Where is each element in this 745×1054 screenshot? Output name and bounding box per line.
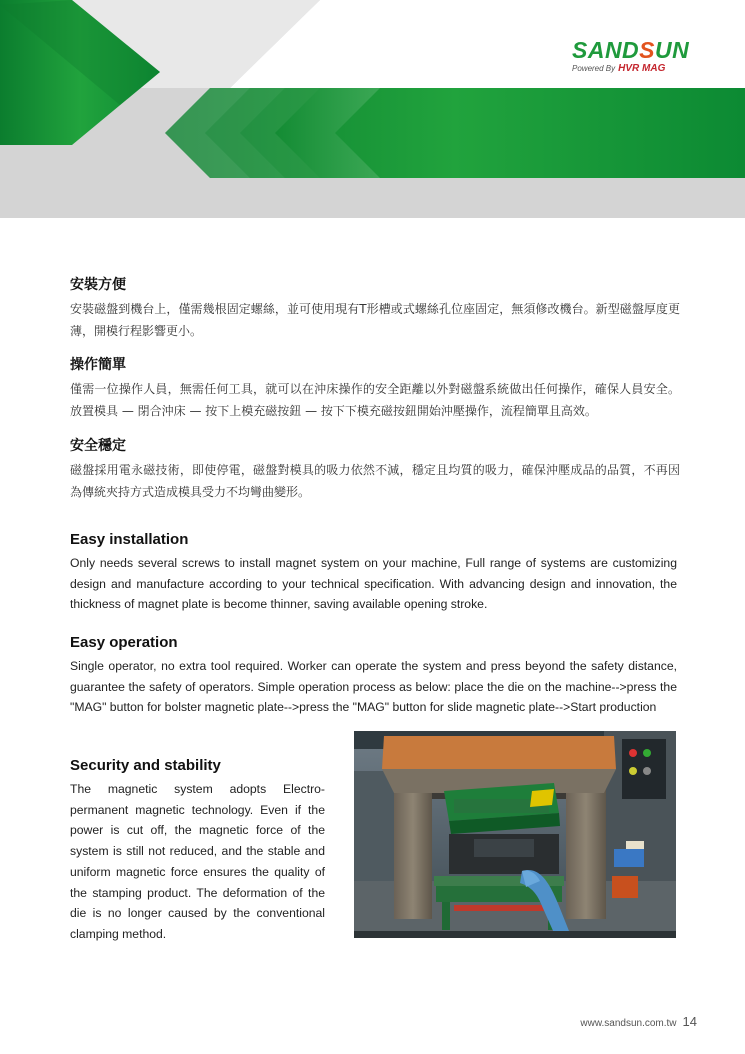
zh-section-operation (70, 355, 680, 422)
brand-logo (572, 37, 690, 75)
press-machine-illustration (354, 731, 676, 938)
logo-text-part: UN (655, 37, 690, 63)
powered-by-label: Powered By (572, 64, 616, 73)
en-section-operation (70, 633, 677, 718)
logo-wordmark (572, 37, 690, 63)
zh-section-stability (70, 436, 680, 503)
en-heading-installation: Easy installation (70, 531, 189, 548)
press-machine-photo (354, 731, 676, 938)
header-banner (0, 0, 745, 218)
en-heading-operation: Easy operation (70, 634, 178, 651)
zh-heading-stability: 安全穩定 (70, 438, 126, 454)
en-text-stability: The magnetic system adopts Electro-permanent magnetic technology. Even if the power is cut off, the magnetic force of the system is still not reduced, and the stable and uniform magnetic force ensures the quality of the stamping product. The deformation of the die is no longer caused by the conventional clamping method. (70, 782, 325, 941)
en-text-installation: Only needs several screws to install magnet system on your machine, Full range of systems are customizing design and manufacture according to your technical specification. With advancing design and innovation, the thickness of magnet plate is become thinner, saving available opening stroke. (70, 556, 677, 612)
en-section-installation (70, 530, 677, 615)
zh-text-operation: 僅需一位操作人員，無需任何工具，就可以在沖床操作的安全距離以外對磁盤系統做出任何操作，確保人員安全。放置模具 — 閉合沖床 — 按下上模充磁按鈕 — 按下下模充磁按鈕開始沖壓操作，流程簡單且高效。 (70, 382, 680, 418)
logo-text (572, 37, 689, 63)
zh-heading-operation: 操作簡單 (70, 357, 126, 373)
en-text-operation: Single operator, no extra tool required. Worker can operate the system and press beyond the safety distance, guarantee the safety of operators. Simple operation process as below: place the die on the machine-->press the "MAG" button for bolster magnetic plate-->press the "MAG" button for slide magnetic plate-->Start production (70, 659, 677, 715)
en-section-stability (70, 756, 325, 945)
logo-text-accent: S (639, 37, 656, 63)
page-footer (580, 1013, 697, 1031)
zh-section-installation (70, 275, 680, 342)
en-heading-stability: Security and stability (70, 757, 221, 774)
partner-logo: HVR MAG (618, 63, 666, 74)
page-number: 14 (682, 1014, 697, 1029)
logo-tagline (572, 63, 682, 75)
zh-heading-installation: 安裝方便 (70, 277, 126, 293)
logo-text-part: SAND (572, 37, 640, 63)
footer-url[interactable]: www.sandsun.com.tw (580, 1018, 677, 1029)
zh-text-stability: 磁盤採用電永磁技術，即使停電，磁盤對模具的吸力依然不減，穩定且均質的吸力，確保沖壓成品的品質，不再因為傳統夾持方式造成模具受力不均彎曲變形。 (70, 463, 680, 499)
header-graphic (0, 0, 745, 218)
zh-text-installation: 安裝磁盤到機台上，僅需幾根固定螺絲，並可使用現有T形槽或式螺絲孔位座固定，無須修改機台。新型磁盤厚度更薄，開模行程影響更小。 (70, 302, 680, 338)
